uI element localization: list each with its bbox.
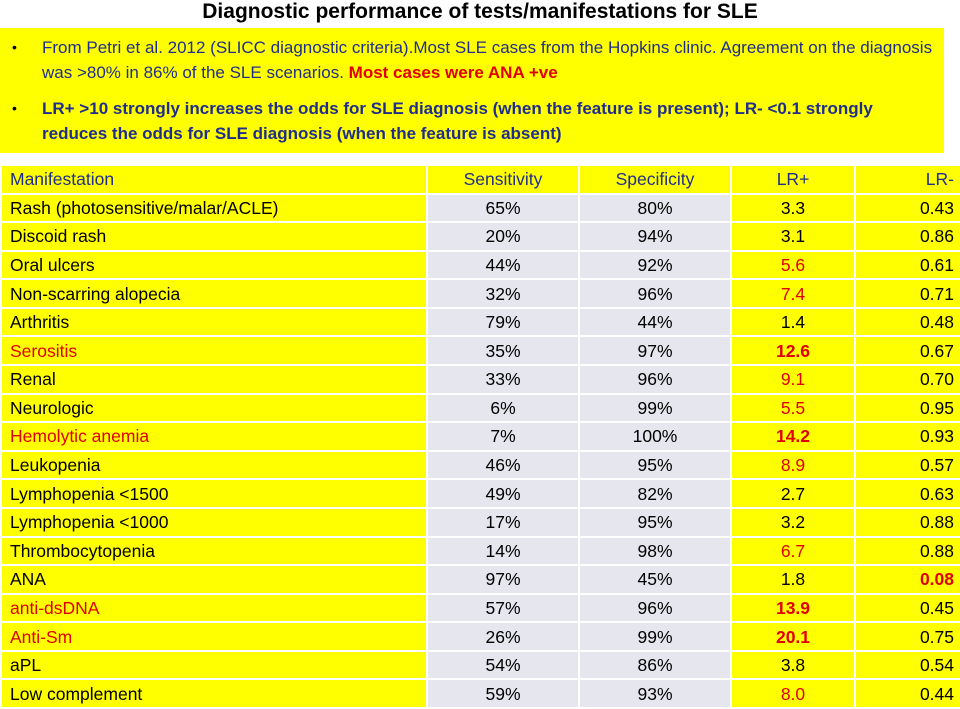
cell-lr-plus: 5.5: [732, 395, 854, 422]
cell-specificity: 97%: [580, 337, 730, 364]
cell-lr-plus: 3.3: [732, 195, 854, 222]
cell-lr-minus: 0.43: [856, 195, 960, 222]
bullet-dot-icon: •: [12, 100, 17, 116]
table-row: [2, 480, 960, 507]
cell-lr-minus: 0.57: [856, 452, 960, 479]
bullet-dot-icon: •: [12, 39, 17, 55]
table-row: [2, 509, 960, 536]
header-lr-minus: LR-: [856, 166, 960, 193]
cell-manifestation: Leukopenia: [2, 452, 426, 479]
table-row: [2, 652, 960, 679]
diagnostic-table: [0, 164, 960, 709]
cell-sensitivity: 17%: [428, 509, 578, 536]
cell-lr-minus: 0.08: [856, 566, 960, 593]
cell-manifestation: Lymphopenia <1000: [2, 509, 426, 536]
cell-sensitivity: 49%: [428, 480, 578, 507]
cell-lr-plus: 8.9: [732, 452, 854, 479]
cell-specificity: 86%: [580, 652, 730, 679]
cell-lr-plus: 8.0: [732, 680, 854, 707]
table-row: [2, 309, 960, 336]
table-row: [2, 452, 960, 479]
cell-manifestation: Neurologic: [2, 395, 426, 422]
cell-lr-minus: 0.45: [856, 595, 960, 622]
cell-manifestation: Lymphopenia <1500: [2, 480, 426, 507]
cell-lr-minus: 0.61: [856, 252, 960, 279]
cell-specificity: 92%: [580, 252, 730, 279]
cell-sensitivity: 57%: [428, 595, 578, 622]
cell-sensitivity: 7%: [428, 423, 578, 450]
bullet-panel: [0, 28, 944, 153]
cell-lr-plus: 9.1: [732, 366, 854, 393]
cell-lr-plus: 3.1: [732, 223, 854, 250]
header-specificity: Specificity: [580, 166, 730, 193]
bullet-source-text: [42, 35, 942, 85]
cell-specificity: 100%: [580, 423, 730, 450]
cell-sensitivity: 33%: [428, 366, 578, 393]
page-title: Diagnostic performance of tests/manifestations for SLE: [202, 0, 758, 23]
cell-lr-plus: 3.2: [732, 509, 854, 536]
cell-lr-plus: 6.7: [732, 538, 854, 565]
cell-manifestation: aPL: [2, 652, 426, 679]
cell-specificity: 98%: [580, 538, 730, 565]
cell-lr-minus: 0.88: [856, 509, 960, 536]
cell-specificity: 96%: [580, 366, 730, 393]
cell-sensitivity: 79%: [428, 309, 578, 336]
table-row: [2, 337, 960, 364]
table-row: [2, 623, 960, 650]
cell-lr-minus: 0.75: [856, 623, 960, 650]
cell-specificity: 96%: [580, 280, 730, 307]
cell-specificity: 96%: [580, 595, 730, 622]
table-row: [2, 223, 960, 250]
bullet-lr-text: LR+ >10 strongly increases the odds for SLE diagnosis (when the feature is present); LR- <0.1 strongly reduces the odds for SLE diagnosis (when the feature is absent): [42, 99, 873, 143]
header-manifestation: Manifestation: [2, 166, 426, 193]
cell-lr-minus: 0.86: [856, 223, 960, 250]
header-sensitivity: Sensitivity: [428, 166, 578, 193]
table-row: [2, 595, 960, 622]
cell-specificity: 95%: [580, 509, 730, 536]
cell-specificity: 45%: [580, 566, 730, 593]
cell-specificity: 80%: [580, 195, 730, 222]
cell-sensitivity: 32%: [428, 280, 578, 307]
table-row: [2, 252, 960, 279]
cell-sensitivity: 54%: [428, 652, 578, 679]
cell-lr-minus: 0.44: [856, 680, 960, 707]
cell-sensitivity: 35%: [428, 337, 578, 364]
cell-manifestation: Serositis: [2, 337, 426, 364]
table-row: [2, 566, 960, 593]
table-row: [2, 423, 960, 450]
cell-manifestation: Renal: [2, 366, 426, 393]
cell-lr-plus: 20.1: [732, 623, 854, 650]
table-row: [2, 680, 960, 707]
cell-sensitivity: 6%: [428, 395, 578, 422]
cell-specificity: 95%: [580, 452, 730, 479]
cell-lr-plus: 1.4: [732, 309, 854, 336]
bullet-source-citation: From Petri et al. 2012 (SLICC diagnostic criteria).: [42, 38, 414, 57]
cell-manifestation: Rash (photosensitive/malar/ACLE): [2, 195, 426, 222]
cell-sensitivity: 97%: [428, 566, 578, 593]
cell-manifestation: Low complement: [2, 680, 426, 707]
cell-lr-minus: 0.54: [856, 652, 960, 679]
cell-specificity: 94%: [580, 223, 730, 250]
cell-manifestation: Non-scarring alopecia: [2, 280, 426, 307]
cell-manifestation: Hemolytic anemia: [2, 423, 426, 450]
cell-lr-plus: 14.2: [732, 423, 854, 450]
cell-specificity: 99%: [580, 395, 730, 422]
cell-lr-minus: 0.63: [856, 480, 960, 507]
cell-specificity: 44%: [580, 309, 730, 336]
cell-specificity: 93%: [580, 680, 730, 707]
table-row: [2, 280, 960, 307]
bullet-source-ana: Most cases were ANA +ve: [348, 63, 558, 82]
table-row: [2, 538, 960, 565]
cell-lr-plus: 2.7: [732, 480, 854, 507]
cell-sensitivity: 44%: [428, 252, 578, 279]
cell-manifestation: Anti-Sm: [2, 623, 426, 650]
cell-manifestation: Thrombocytopenia: [2, 538, 426, 565]
cell-lr-plus: 7.4: [732, 280, 854, 307]
cell-sensitivity: 46%: [428, 452, 578, 479]
table-header-row: [2, 166, 960, 193]
cell-sensitivity: 65%: [428, 195, 578, 222]
cell-lr-plus: 5.6: [732, 252, 854, 279]
cell-specificity: 99%: [580, 623, 730, 650]
cell-lr-minus: 0.95: [856, 395, 960, 422]
cell-lr-plus: 13.9: [732, 595, 854, 622]
cell-lr-plus: 3.8: [732, 652, 854, 679]
cell-manifestation: Arthritis: [2, 309, 426, 336]
table-row: [2, 195, 960, 222]
cell-lr-minus: 0.71: [856, 280, 960, 307]
cell-manifestation: ANA: [2, 566, 426, 593]
cell-specificity: 82%: [580, 480, 730, 507]
cell-lr-minus: 0.93: [856, 423, 960, 450]
cell-sensitivity: 14%: [428, 538, 578, 565]
cell-lr-minus: 0.67: [856, 337, 960, 364]
cell-sensitivity: 59%: [428, 680, 578, 707]
table-row: [2, 366, 960, 393]
cell-lr-minus: 0.48: [856, 309, 960, 336]
bullet-source-detail: Most SLE cases from the Hopkins clinic. Agreement on the diagnosis was >80% in 86% of the SLE scenarios.: [42, 38, 933, 82]
cell-manifestation: Oral ulcers: [2, 252, 426, 279]
header-lr-plus: LR+: [732, 166, 854, 193]
cell-lr-plus: 12.6: [732, 337, 854, 364]
cell-sensitivity: 26%: [428, 623, 578, 650]
cell-lr-minus: 0.88: [856, 538, 960, 565]
cell-manifestation: Discoid rash: [2, 223, 426, 250]
table-row: [2, 395, 960, 422]
cell-lr-plus: 1.8: [732, 566, 854, 593]
cell-lr-minus: 0.70: [856, 366, 960, 393]
cell-manifestation: anti-dsDNA: [2, 595, 426, 622]
cell-sensitivity: 20%: [428, 223, 578, 250]
